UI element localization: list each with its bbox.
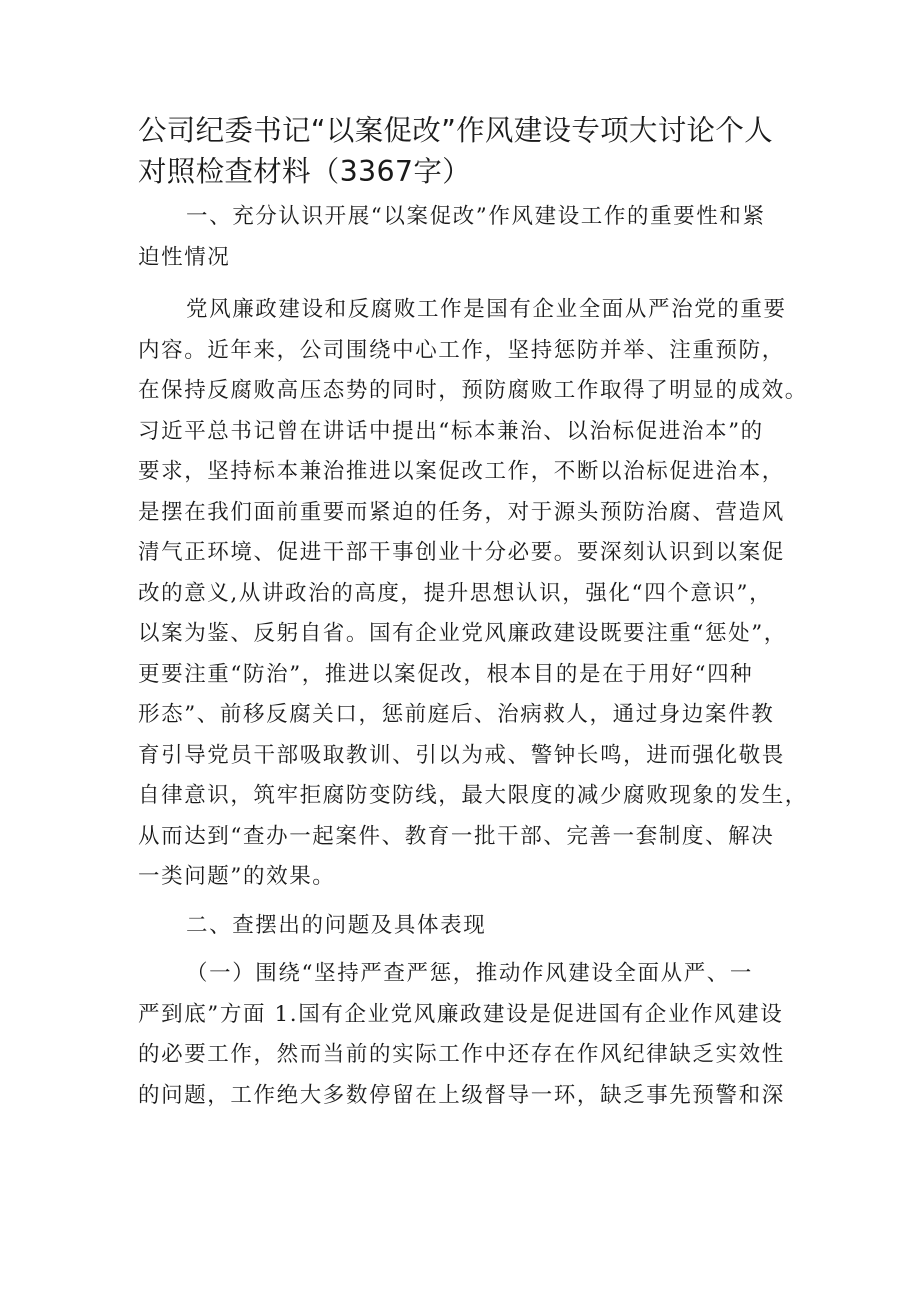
title-line: 对照检查材料（3367字） [138,155,471,188]
paragraph-line: 从而达到“查办一起案件、教育一批干部、完善一套制度、解决 [138,823,775,849]
section-1-heading [138,197,810,278]
paragraph-line: 清气正环境、促进干部干事创业十分必要。要深刻认识到以案促 [138,540,785,565]
paragraph-line: 习近平总书记曾在讲话中提出“标本兼治、以治标促进治本”的 [138,418,764,444]
paragraph-line: 内容。近年来，公司围绕中心工作，坚持惩防并举、注重预防， [138,337,785,363]
paragraph-line: 的问题，工作绝大多数停留在上级督导一环，缺乏事先预警和深 [138,1082,785,1108]
paragraph-line: 改的意义,从讲政治的高度，提升思想认识，强化“四个意识”， [138,580,773,606]
paragraph-line: 党风廉政建设和反腐败工作是国有企业全面从严治党的重要 [186,297,787,322]
paragraph-2 [138,954,810,1116]
paragraph-line: 以案为鉴、反躬自省。国有企业党风廉政建设既要注重“惩处”， [138,621,787,646]
paragraph-line: （一）围绕“坚持严查严惩，推动作风建设全面从严、一 [186,961,753,986]
heading-line: 一、充分认识开展“以案促改”作风建设工作的重要性和紧 [186,204,766,229]
title-line: 公司纪委书记“以案促改”作风建设专项大讨论个人 [138,114,773,147]
paragraph-1 [138,290,810,898]
paragraph-line: 育引导党员干部吸取教训、引以为戒、警钟长鸣，进而强化敬畏 [138,742,785,768]
paragraph-line: 自律意识，筑牢拒腐防变防线，最大限度的减少腐败现象的发生， [138,783,808,808]
heading-line: 二、查摆出的问题及具体表现 [186,912,487,938]
document-page [138,110,810,1116]
paragraph-line: 一类问题”的效果。 [138,864,336,889]
paragraph-line: 形态”、前移反腐关口，惩前庭后、治病救人，通过身边案件教 [138,702,775,727]
document-title [138,110,810,192]
section-2-heading [138,906,810,947]
paragraph-line: 的必要工作，然而当前的实际工作中还存在作风纪律缺乏实效性 [138,1042,785,1067]
heading-line: 迫性情况 [138,244,231,270]
paragraph-line: 严到底”方面 1.国有企业党风廉政建设是促进国有企业作风建设 [138,1001,784,1027]
paragraph-line: 在保持反腐败高压态势的同时，预防腐败工作取得了明显的成效。 [138,378,808,403]
paragraph-line: 更要注重“防治”，推进以案促改，根本目的是在于用好“四种 [138,661,754,687]
paragraph-line: 要求，坚持标本兼治推进以案促改工作，不断以治标促进治本， [138,459,785,484]
paragraph-line: 是摆在我们面前重要而紧迫的任务，对于源头预防治腐、营造风 [138,499,785,525]
